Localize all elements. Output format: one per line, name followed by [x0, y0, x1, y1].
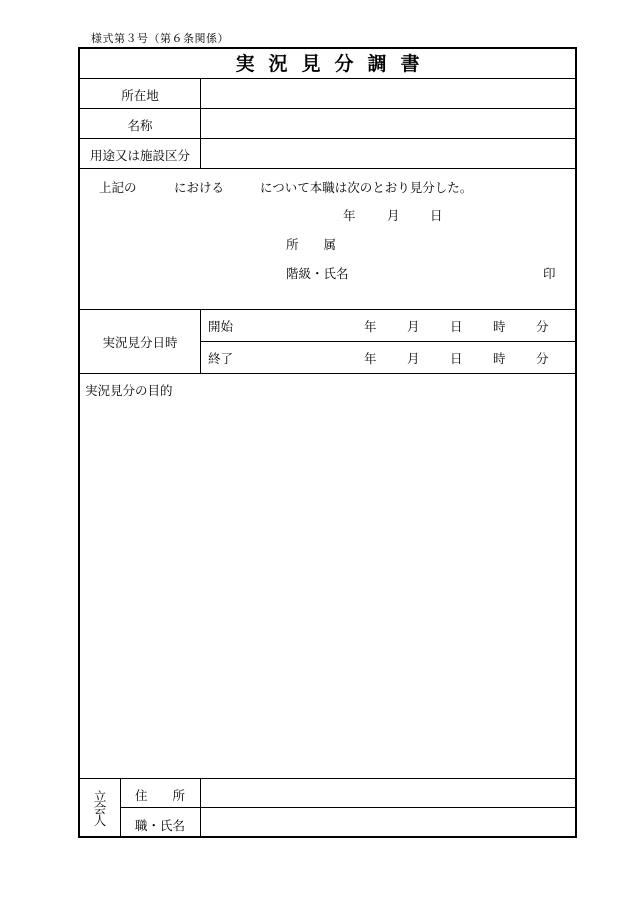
location-field[interactable]: [201, 79, 575, 108]
affiliation-label: 所 属: [286, 237, 337, 252]
start-month-label: 月: [407, 319, 420, 334]
end-year-label: 年: [364, 351, 377, 366]
name-label: 名称: [127, 118, 153, 133]
datetime-label: 実況見分日時: [102, 335, 178, 350]
witness-address-field[interactable]: [201, 779, 575, 807]
end-label: 終了: [208, 351, 234, 366]
start-year-label: 年: [364, 319, 377, 334]
end-day-label: 日: [450, 351, 463, 366]
location-label: 所在地: [121, 88, 159, 103]
form-number: 様式第３号（第６条関係）: [91, 32, 229, 45]
witness-address-label: 住 所: [134, 788, 185, 803]
start-day-label: 日: [450, 319, 463, 334]
divider: [80, 168, 575, 169]
affiliation-field[interactable]: [360, 231, 560, 253]
usage-field[interactable]: [201, 139, 575, 168]
end-minute-label: 分: [536, 351, 549, 366]
witness-label-3: 人: [93, 813, 107, 828]
name-field[interactable]: [201, 109, 575, 138]
divider: [200, 341, 575, 342]
end-month-label: 月: [407, 351, 420, 366]
statement-year-label: 年: [343, 208, 356, 223]
statement-day-label: 日: [430, 208, 443, 223]
rank-name-label: 階級・氏名: [286, 266, 349, 281]
divider: [80, 373, 575, 374]
divider: [80, 309, 575, 310]
witness-name-field[interactable]: [201, 808, 575, 836]
witness-label-1: 立: [93, 789, 107, 804]
statement-text-1: 上記の: [99, 180, 137, 195]
start-hour-label: 時: [493, 319, 506, 334]
seal-mark: 印: [543, 266, 556, 281]
purpose-label: 実況見分の目的: [85, 383, 173, 398]
statement-text-3: について本職は次のとおり見分した。: [260, 180, 473, 195]
witness-name-label: 職・氏名: [134, 818, 185, 833]
statement-text-2: における: [174, 180, 225, 195]
inspection-report-form: [78, 47, 577, 838]
start-label: 開始: [208, 319, 234, 334]
usage-label: 用途又は施設区分: [89, 148, 190, 163]
statement-month-label: 月: [387, 208, 400, 223]
purpose-field[interactable]: [80, 399, 575, 777]
form-title: 実況見分調書: [235, 53, 434, 75]
end-hour-label: 時: [493, 351, 506, 366]
witness-label-2: 会: [93, 801, 107, 816]
start-minute-label: 分: [536, 319, 549, 334]
rank-name-field[interactable]: [360, 260, 530, 282]
